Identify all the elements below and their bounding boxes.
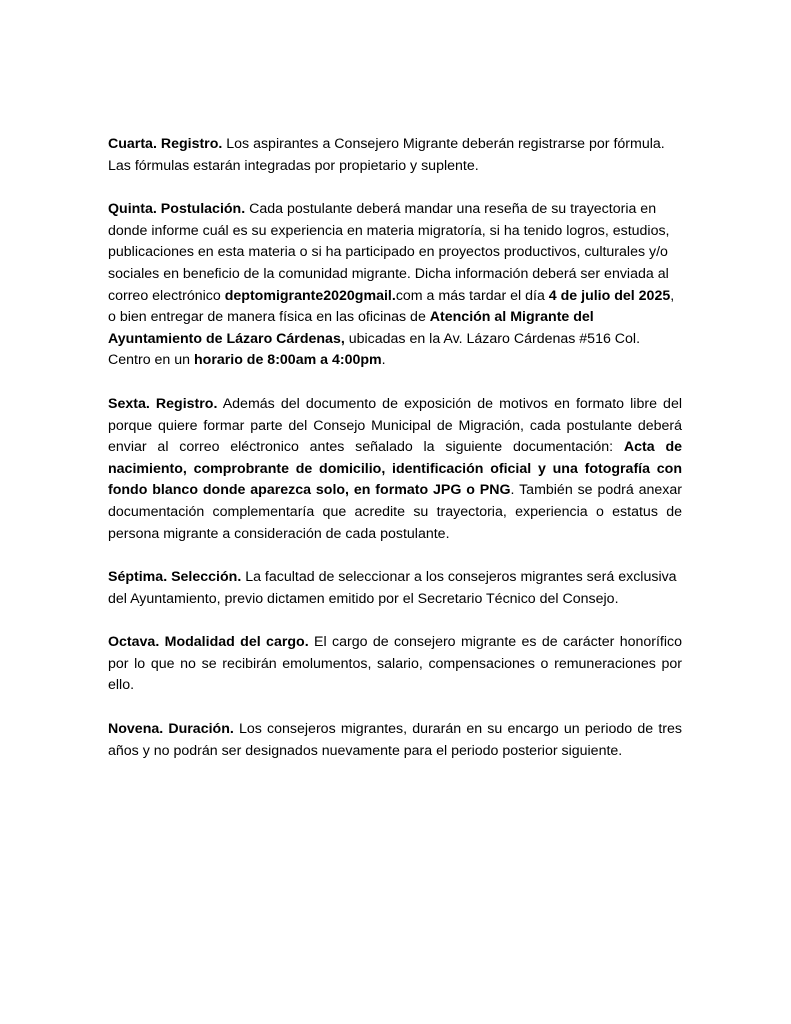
office-name: Atención al Migrante del Ayuntamiento de Lázaro Cárdenas, — [108, 309, 594, 347]
clause-text: ubicadas en la Av. Lázaro Cárdenas #516 Col. Centro en un — [108, 330, 641, 369]
required-documents: Acta de nacimiento, comprobrante de domicilio, identificación oficial y una fotografía con fondo blanco donde aparezca solo, en formato JPG o PNG — [108, 439, 683, 499]
clause-title: Novena. Duración. — [108, 721, 234, 738]
clause-title: Séptima. Selección. — [108, 569, 242, 586]
clause-text: com a más tardar el día — [395, 287, 549, 304]
clause-octava — [108, 632, 682, 697]
clause-text: La facultad de seleccionar a los consejeros migrantes será exclusiva del Ayuntamiento, previo dictamen emitido por el Secretario Técnico del Consejo. — [108, 569, 677, 607]
clause-text: . También se podrá anexar documentación complementaría que acredite su trayectoria, experiencia o estatus de persona migrante a consideración de cada postulante. — [108, 482, 682, 542]
clause-text: Los aspirantes a Consejero Migrante deberán registrarse por fórmula. Las fórmulas estarán integradas por propietario y suplente. — [108, 136, 665, 174]
clause-title: Octava. Modalidad del cargo. — [108, 634, 309, 651]
clause-septima — [108, 567, 682, 610]
clause-cuarta — [108, 134, 682, 177]
clause-title: Cuarta. Registro. — [108, 136, 223, 152]
clause-text: Los consejeros migrantes, durarán en su encargo un periodo de tres años y no podrán ser designados nuevamente para el periodo posterior siguiente. — [108, 721, 682, 759]
document-page — [108, 134, 682, 784]
clause-title: Quinta. Postulación. — [108, 201, 246, 218]
office-hours: horario de 8:00am a 4:00pm — [193, 352, 382, 369]
clause-novena — [108, 719, 682, 762]
clause-text: Además del documento de exposición de motivos en formato libre del porque quiere formar parte del Consejo Municipal de Migración, cada postulante deberá enviar al correo eléctronico antes señalado la siguiente documentación: — [108, 395, 682, 456]
clause-text: , o bien entregar de manera física en las oficinas de — [108, 287, 675, 326]
clause-title: Sexta. Registro. — [108, 395, 218, 412]
clause-quinta — [108, 199, 682, 372]
clause-text: Cada postulante deberá mandar una reseña de su trayectoria en donde informe cuál es su experiencia en materia migratoría, si ha tenido logros, estudios, publicaciones en esta materia o si ha participado en proyectos productivos, culturales y/o sociales en beneficio de la comunidad migrante. Dicha información deberá ser enviada al correo electrónico — [108, 201, 670, 304]
deadline-date: 4 de julio del 2025 — [548, 287, 671, 304]
clause-text: El cargo de consejero migrante es de carácter honorífico por lo que no se recibirán emolumentos, salario, compensaciones o remuneraciones por ello. — [108, 634, 682, 694]
clause-sexta — [108, 394, 682, 545]
clause-text: . — [381, 352, 386, 369]
email-address: deptomigrante2020gmail. — [224, 287, 396, 304]
